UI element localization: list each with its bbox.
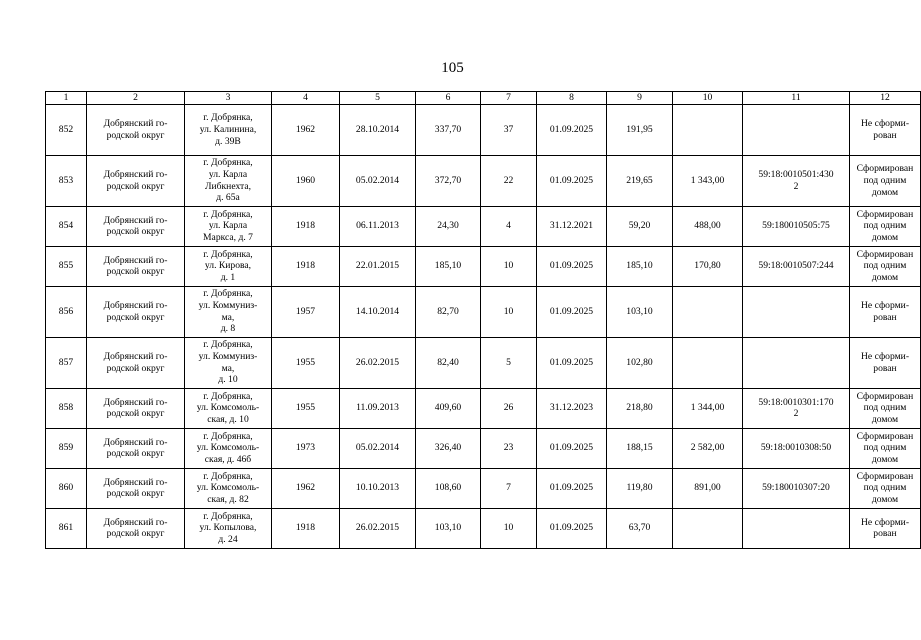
value-cell: 103,10 <box>607 286 673 337</box>
residents-cell: 26 <box>481 388 537 428</box>
registry-table-body <box>46 104 921 548</box>
column-header-12: 12 <box>850 92 921 105</box>
land-status-cell: Сформирован под одним домом <box>850 155 921 206</box>
table-row <box>46 155 921 206</box>
residents-cell: 4 <box>481 206 537 246</box>
build-year-cell: 1918 <box>272 508 340 548</box>
land-area-cell: 1 343,00 <box>673 155 743 206</box>
area-cell: 108,60 <box>416 468 481 508</box>
cadastral-number-cell: 59:18:0010308:50 <box>743 428 850 468</box>
residents-cell: 10 <box>481 508 537 548</box>
land-area-cell: 891,00 <box>673 468 743 508</box>
land-area-cell <box>673 104 743 155</box>
residents-cell: 37 <box>481 104 537 155</box>
area-cell: 372,70 <box>416 155 481 206</box>
housing-registry-table <box>45 91 921 549</box>
value-cell: 218,80 <box>607 388 673 428</box>
address-cell: г. Добрянка, ул. Коммуниз- ма, д. 8 <box>185 286 272 337</box>
land-status-cell: Не сформи- рован <box>850 337 921 388</box>
area-cell: 185,10 <box>416 246 481 286</box>
residents-cell: 7 <box>481 468 537 508</box>
municipality-cell: Добрянский го- родской округ <box>87 468 185 508</box>
residents-cell: 10 <box>481 286 537 337</box>
value-cell: 102,80 <box>607 337 673 388</box>
address-cell: г. Добрянка, ул. Кирова, д. 1 <box>185 246 272 286</box>
column-header-2: 2 <box>87 92 185 105</box>
land-area-cell <box>673 286 743 337</box>
build-year-cell: 1955 <box>272 337 340 388</box>
row-number: 861 <box>46 508 87 548</box>
municipality-cell: Добрянский го- родской округ <box>87 428 185 468</box>
date-cell: 14.10.2014 <box>340 286 416 337</box>
value-cell: 119,80 <box>607 468 673 508</box>
cadastral-number-cell <box>743 104 850 155</box>
build-year-cell: 1955 <box>272 388 340 428</box>
table-row <box>46 468 921 508</box>
date-cell: 10.10.2013 <box>340 468 416 508</box>
land-status-cell: Сформирован под одним домом <box>850 468 921 508</box>
municipality-cell: Добрянский го- родской округ <box>87 206 185 246</box>
column-header-7: 7 <box>481 92 537 105</box>
column-header-10: 10 <box>673 92 743 105</box>
value-cell: 188,15 <box>607 428 673 468</box>
municipality-cell: Добрянский го- родской округ <box>87 286 185 337</box>
row-number: 854 <box>46 206 87 246</box>
table-row <box>46 286 921 337</box>
cadastral-number-cell: 59:180010307:20 <box>743 468 850 508</box>
deadline-cell: 31.12.2023 <box>537 388 607 428</box>
table-row <box>46 246 921 286</box>
value-cell: 59,20 <box>607 206 673 246</box>
value-cell: 185,10 <box>607 246 673 286</box>
value-cell: 63,70 <box>607 508 673 548</box>
cadastral-number-cell: 59:18:0010301:170 2 <box>743 388 850 428</box>
column-header-4: 4 <box>272 92 340 105</box>
deadline-cell: 01.09.2025 <box>537 104 607 155</box>
deadline-cell: 01.09.2025 <box>537 286 607 337</box>
address-cell: г. Добрянка, ул. Карла Либкнехта, д. 65а <box>185 155 272 206</box>
row-number: 857 <box>46 337 87 388</box>
table-row <box>46 428 921 468</box>
row-number: 858 <box>46 388 87 428</box>
table-row <box>46 337 921 388</box>
deadline-cell: 01.09.2025 <box>537 337 607 388</box>
cadastral-number-cell <box>743 337 850 388</box>
cadastral-number-cell: 59:18:0010507:244 <box>743 246 850 286</box>
land-status-cell: Сформирован под одним домом <box>850 428 921 468</box>
area-cell: 103,10 <box>416 508 481 548</box>
column-header-6: 6 <box>416 92 481 105</box>
area-cell: 24,30 <box>416 206 481 246</box>
date-cell: 05.02.2014 <box>340 155 416 206</box>
land-area-cell <box>673 337 743 388</box>
land-area-cell: 2 582,00 <box>673 428 743 468</box>
build-year-cell: 1957 <box>272 286 340 337</box>
build-year-cell: 1918 <box>272 206 340 246</box>
value-cell: 191,95 <box>607 104 673 155</box>
area-cell: 82,40 <box>416 337 481 388</box>
column-header-5: 5 <box>340 92 416 105</box>
address-cell: г. Добрянка, ул. Карла Маркса, д. 7 <box>185 206 272 246</box>
table-row <box>46 206 921 246</box>
land-area-cell: 1 344,00 <box>673 388 743 428</box>
build-year-cell: 1918 <box>272 246 340 286</box>
residents-cell: 10 <box>481 246 537 286</box>
municipality-cell: Добрянский го- родской округ <box>87 388 185 428</box>
area-cell: 409,60 <box>416 388 481 428</box>
row-number: 859 <box>46 428 87 468</box>
column-header-3: 3 <box>185 92 272 105</box>
municipality-cell: Добрянский го- родской округ <box>87 155 185 206</box>
residents-cell: 22 <box>481 155 537 206</box>
land-area-cell: 170,80 <box>673 246 743 286</box>
date-cell: 11.09.2013 <box>340 388 416 428</box>
table-row <box>46 508 921 548</box>
row-number: 853 <box>46 155 87 206</box>
land-status-cell: Сформирован под одним домом <box>850 206 921 246</box>
cadastral-number-cell <box>743 286 850 337</box>
municipality-cell: Добрянский го- родской округ <box>87 508 185 548</box>
cadastral-number-cell <box>743 508 850 548</box>
row-number: 856 <box>46 286 87 337</box>
date-cell: 28.10.2014 <box>340 104 416 155</box>
column-header-8: 8 <box>537 92 607 105</box>
cadastral-number-cell: 59:180010505:75 <box>743 206 850 246</box>
date-cell: 06.11.2013 <box>340 206 416 246</box>
area-cell: 82,70 <box>416 286 481 337</box>
municipality-cell: Добрянский го- родской округ <box>87 246 185 286</box>
deadline-cell: 31.12.2021 <box>537 206 607 246</box>
deadline-cell: 01.09.2025 <box>537 468 607 508</box>
deadline-cell: 01.09.2025 <box>537 508 607 548</box>
column-header-1: 1 <box>46 92 87 105</box>
land-area-cell: 488,00 <box>673 206 743 246</box>
area-cell: 337,70 <box>416 104 481 155</box>
page-number: 105 <box>441 60 464 76</box>
row-number: 855 <box>46 246 87 286</box>
build-year-cell: 1960 <box>272 155 340 206</box>
build-year-cell: 1973 <box>272 428 340 468</box>
address-cell: г. Добрянка, ул. Комсомоль- ская, д. 10 <box>185 388 272 428</box>
land-status-cell: Сформирован под одним домом <box>850 246 921 286</box>
land-status-cell: Не сформи- рован <box>850 104 921 155</box>
column-header-11: 11 <box>743 92 850 105</box>
date-cell: 05.02.2014 <box>340 428 416 468</box>
cadastral-number-cell: 59:18:0010501:430 2 <box>743 155 850 206</box>
table-row <box>46 388 921 428</box>
address-cell: г. Добрянка, ул. Коммуниз- ма, д. 10 <box>185 337 272 388</box>
municipality-cell: Добрянский го- родской округ <box>87 104 185 155</box>
address-cell: г. Добрянка, ул. Комсомоль- ская, д. 46б <box>185 428 272 468</box>
column-number-row <box>46 92 921 105</box>
value-cell: 219,65 <box>607 155 673 206</box>
land-status-cell: Не сформи- рован <box>850 286 921 337</box>
deadline-cell: 01.09.2025 <box>537 246 607 286</box>
build-year-cell: 1962 <box>272 104 340 155</box>
residents-cell: 23 <box>481 428 537 468</box>
deadline-cell: 01.09.2025 <box>537 428 607 468</box>
land-status-cell: Не сформи- рован <box>850 508 921 548</box>
land-area-cell <box>673 508 743 548</box>
residents-cell: 5 <box>481 337 537 388</box>
date-cell: 22.01.2015 <box>340 246 416 286</box>
municipality-cell: Добрянский го- родской округ <box>87 337 185 388</box>
deadline-cell: 01.09.2025 <box>537 155 607 206</box>
column-header-9: 9 <box>607 92 673 105</box>
address-cell: г. Добрянка, ул. Калинина, д. 39В <box>185 104 272 155</box>
build-year-cell: 1962 <box>272 468 340 508</box>
row-number: 860 <box>46 468 87 508</box>
area-cell: 326,40 <box>416 428 481 468</box>
date-cell: 26.02.2015 <box>340 508 416 548</box>
date-cell: 26.02.2015 <box>340 337 416 388</box>
address-cell: г. Добрянка, ул. Комсомоль- ская, д. 82 <box>185 468 272 508</box>
table-row <box>46 104 921 155</box>
land-status-cell: Сформирован под одним домом <box>850 388 921 428</box>
row-number: 852 <box>46 104 87 155</box>
address-cell: г. Добрянка, ул. Копылова, д. 24 <box>185 508 272 548</box>
